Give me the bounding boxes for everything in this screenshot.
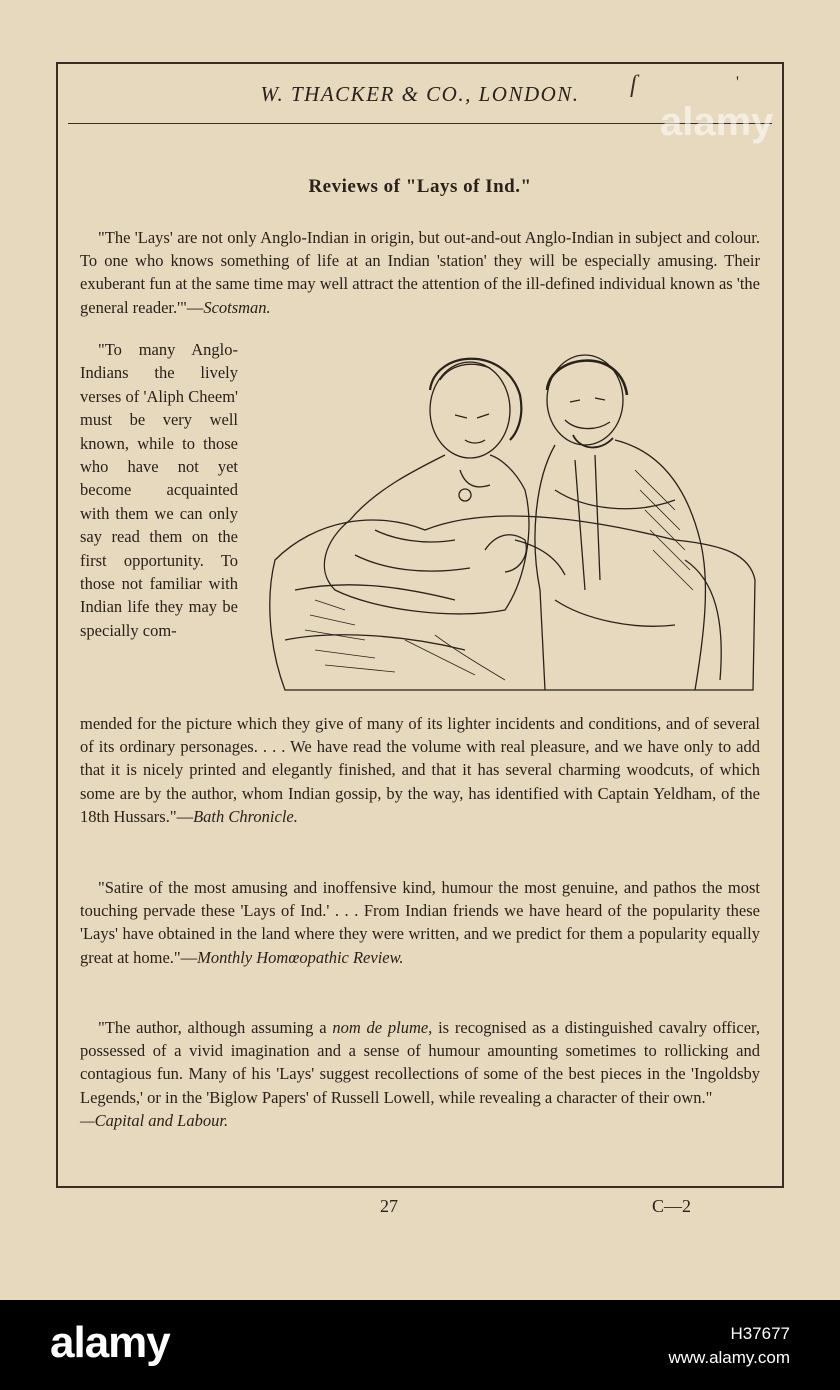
signature-mark: C—2 [652, 1196, 692, 1216]
image-id-block [668, 1322, 790, 1370]
review-source: Monthly Homœopathic Review. [197, 947, 404, 967]
review-text: "Satire of the most amusing and inoffensive kind, humour the most genuine, and pathos the most touching pervade these 'Lays of Ind.' . . . From Indian friends we have heard of the popularity these 'Lays' have obtained in the land where they were written, and we predict for them a popularity equally great at home."— [80, 878, 760, 967]
review-text: mended for the picture which they give of many of its lighter incidents and conditions, and of several of its ordinary personages. . . . We have read the volume with real pleasure, and we have only to add that it is nicely printed and elegantly finished, and that it has several charming woodcuts, of which some are by the author, whom Indian gossip, by the way, has identified with Captain Yeldham, of the 18th Hussars."— [80, 714, 760, 826]
review-source: —Capital and Labour. [80, 1110, 229, 1130]
running-head: W. THACKER & CO., LONDON. [260, 82, 580, 106]
review-capital-and-labour [80, 1016, 760, 1132]
page-title: Reviews of "Lays of Ind." [308, 176, 532, 197]
ink-mark: ' [736, 74, 739, 91]
review-bath-chronicle-continued [80, 712, 760, 828]
watermark-text: alamy [660, 100, 774, 144]
woodcut-illustration [255, 340, 760, 700]
alamy-logo: alamy [50, 1318, 170, 1367]
image-id: H37677 [730, 1324, 790, 1343]
site-url: www.alamy.com [668, 1348, 790, 1367]
review-scotsman [80, 226, 760, 319]
italic-phrase: nom de plume, [332, 1018, 433, 1037]
page-number: 27 [380, 1196, 398, 1216]
pencil-annotation: ſ [630, 72, 637, 98]
review-source: Scotsman. [203, 297, 271, 317]
review-monthly-homoeopathic [80, 876, 760, 969]
review-text: is recognised as a distinguished cavalry officer, possessed of a vivid imagination and a sense of humour amounting sometimes to rollicking and contagious fun. Many of his 'Lays' suggest recollections of some of the best pieces in the 'Ingoldsby Legends,' or in the 'Biglow Papers' of Russell Lowell, while revealing a character of their own." [80, 1018, 760, 1107]
review-text: "The 'Lays' are not only Anglo-Indian in origin, but out-and-out Anglo-Indian in subject and colour. To one who knows something of life at an Indian 'station' they will be especially amusing. Their exuberant fun at the same time may well attract the attention of the ill-defined individual known as 'the general reader.'"— [80, 228, 760, 317]
review-bath-chronicle-column: "To many Anglo-Indians the lively verses of 'Aliph Cheem' must be very well known, while to those who have not yet become acquainted with them we can only say read them on the first opportunity. To those not familiar with Indian life they may be specially com- [80, 340, 238, 640]
review-source: Bath Chronicle. [193, 806, 298, 826]
review-text: "The author, although assuming a [98, 1018, 333, 1037]
